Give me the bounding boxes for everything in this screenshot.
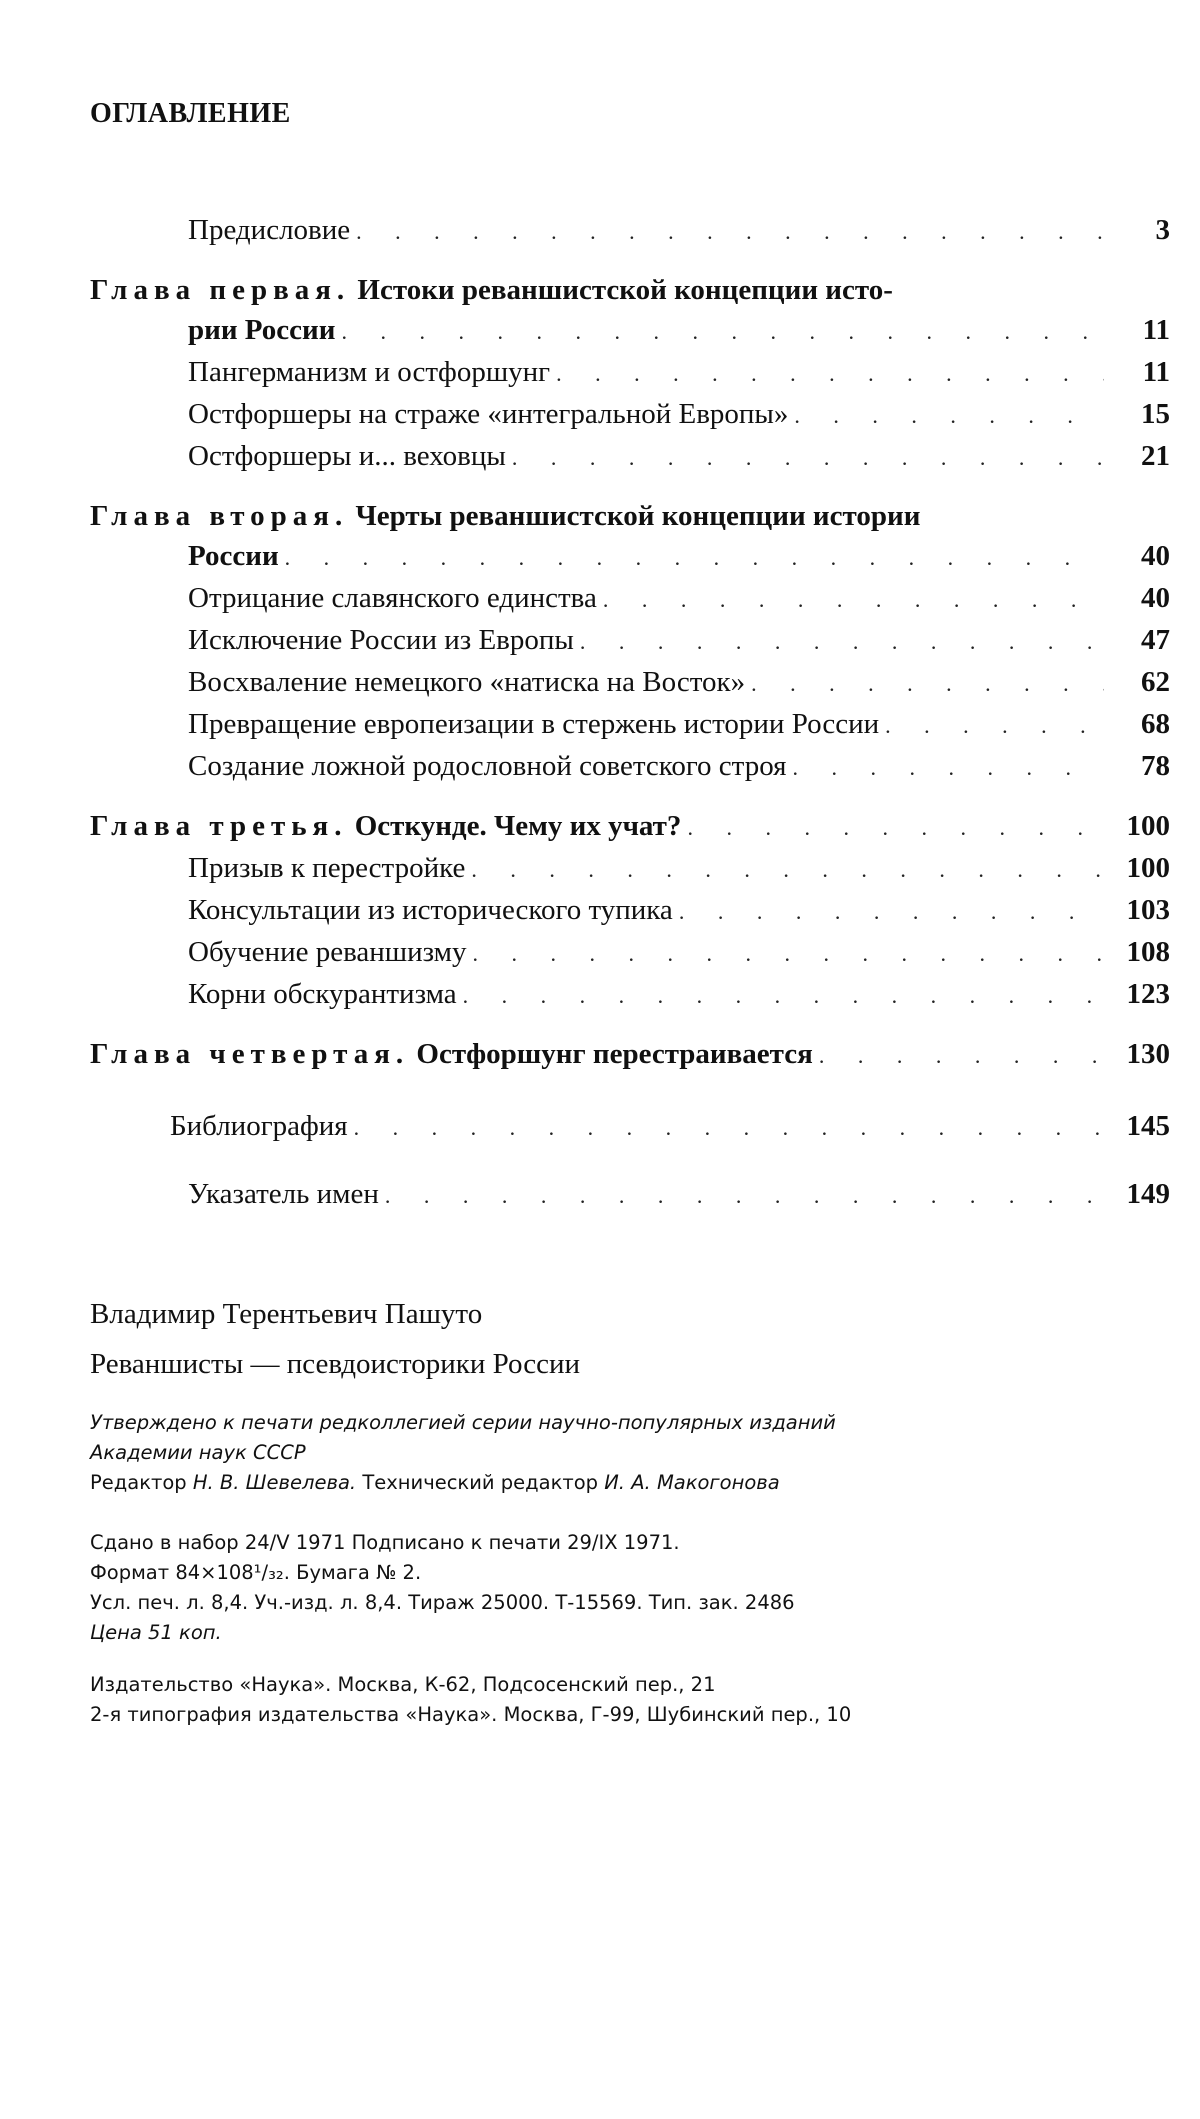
chapter-heading-text (90, 806, 681, 846)
toc-entry-label: Превращение европеизации в стержень истории России (188, 708, 880, 740)
toc-page-number: 15 (1141, 398, 1170, 430)
chapter-label: Глава вторая. (90, 500, 349, 532)
chapter-heading-continued[interactable] (90, 536, 1170, 578)
dot-leader (341, 312, 1104, 352)
dot-leader (356, 212, 1104, 252)
toc-entry-label: Консультации из исторического тупика (188, 894, 673, 926)
toc-page-number: 149 (1126, 1178, 1170, 1210)
editor-prefix: Редактор (90, 1471, 193, 1494)
toc-page-number: 11 (1142, 356, 1170, 388)
toc-entry-label: Библиография (170, 1110, 348, 1142)
toc-chapter-1 (90, 270, 1170, 478)
toc-section[interactable] (90, 578, 1170, 620)
toc-entry-preface[interactable] (90, 210, 1170, 252)
publisher-block (90, 1670, 1170, 1730)
dot-leader (512, 438, 1104, 478)
toc-entry-label: Восхваление немецкого «натиска на Восток» (188, 666, 746, 698)
approval-block (90, 1408, 1170, 1498)
toc-entry-label: Пангерманизм и остфоршунг (188, 356, 551, 388)
toc-page-number: 68 (1141, 708, 1170, 740)
toc-section[interactable] (90, 620, 1170, 662)
chapter-title-line: Истоки реваншистской концепции исто- (357, 274, 893, 306)
approved-line: Академии наук СССР (90, 1441, 306, 1464)
chapter-title-line: Черты реваншистской концепции истории (355, 500, 921, 532)
toc-section[interactable] (90, 974, 1170, 1016)
print-line: Сдано в набор 24/V 1971 Подписано к печати 29/IX 1971. (90, 1531, 680, 1554)
toc-section[interactable] (90, 352, 1170, 394)
toc-entry-label: Исключение России из Европы (188, 624, 574, 656)
editor-name: Н. В. Шевелева. (192, 1471, 357, 1494)
toc-section[interactable] (90, 746, 1170, 788)
dot-leader (354, 1108, 1104, 1148)
toc-entry-bibliography[interactable] (90, 1106, 1170, 1148)
toc-section[interactable] (90, 436, 1170, 478)
book-title: Реваншисты — псевдоисторики России (90, 1348, 581, 1380)
toc-page-number: 123 (1126, 978, 1170, 1010)
toc-entry-label: Обучение реваншизму (188, 936, 467, 968)
toc-page-number: 40 (1141, 540, 1170, 572)
toc-page-number: 108 (1126, 936, 1170, 968)
chapter-heading[interactable] (90, 806, 1170, 848)
chapter-label: Глава первая. (90, 274, 351, 306)
editors-line (90, 1468, 1170, 1498)
chapter-label: Глава третья. (90, 810, 348, 842)
chapter-heading[interactable] (90, 270, 1170, 310)
print-line: Формат 84×108¹/₃₂. Бумага № 2. (90, 1561, 422, 1584)
toc-bibliography-block (90, 1106, 1170, 1148)
dot-leader (679, 892, 1104, 932)
toc-chapter-4 (90, 1034, 1170, 1076)
chapter-heading-continued[interactable] (90, 310, 1170, 352)
toc-entry-label: Создание ложной родословной советского строя (188, 750, 787, 782)
chapter-title: Осткунде. Чему их учат? (354, 810, 682, 842)
toc-entry-label: Призыв к перестройке (188, 852, 466, 884)
toc-page-number: 100 (1126, 810, 1170, 842)
dot-leader (473, 934, 1104, 974)
chapter-heading-text (90, 1034, 813, 1074)
dot-leader (603, 580, 1104, 620)
chapter-title-line: России (188, 540, 279, 572)
dot-leader (463, 976, 1104, 1016)
toc-page-number: 21 (1141, 440, 1170, 472)
toc-section[interactable] (90, 932, 1170, 974)
dot-leader (793, 748, 1105, 788)
chapter-label: Глава четвертая. (90, 1038, 410, 1070)
dot-leader (885, 706, 1104, 746)
tech-editor-name: И. А. Макогонова (604, 1471, 780, 1494)
page-title: ОГЛАВЛЕНИЕ (90, 98, 291, 129)
dot-leader (580, 622, 1104, 662)
toc-page-number: 3 (1155, 214, 1170, 246)
toc-entry-label: Указатель имен (188, 1178, 379, 1210)
dot-leader (751, 664, 1104, 704)
toc-section[interactable] (90, 394, 1170, 436)
tech-editor-prefix: Технический редактор (356, 1471, 605, 1494)
toc-page-number: 62 (1141, 666, 1170, 698)
dot-leader (471, 850, 1104, 890)
toc-entry-label: Остфоршеры на страже «интегральной Европы» (188, 398, 789, 430)
toc-entry-index[interactable] (90, 1174, 1170, 1216)
chapter-title-line: рии России (188, 314, 336, 346)
print-line: Усл. печ. л. 8,4. Уч.-изд. л. 8,4. Тираж 25000. Т-15569. Тип. зак. 2486 (90, 1591, 795, 1614)
dot-leader (556, 354, 1104, 394)
toc-chapter-2 (90, 496, 1170, 788)
author-name: Владимир Терентьевич Пашуто (90, 1298, 483, 1330)
toc-page-number: 100 (1126, 852, 1170, 884)
dot-leader (285, 538, 1104, 578)
toc-page-number: 103 (1126, 894, 1170, 926)
table-of-contents (90, 210, 1170, 1216)
toc-page-number: 40 (1141, 582, 1170, 614)
approved-line: Утверждено к печати редколлегией серии научно-популярных изданий (90, 1411, 836, 1434)
toc-page-number: 11 (1142, 314, 1170, 346)
dot-leader (819, 1036, 1104, 1076)
chapter-title: Остфоршунг перестраивается (416, 1038, 813, 1070)
toc-page-number: 145 (1126, 1110, 1170, 1142)
toc-index-block (90, 1174, 1170, 1216)
toc-entry-label: Отрицание славянского единства (188, 582, 597, 614)
dot-leader (687, 808, 1104, 848)
publisher-line: 2-я типография издательства «Наука». Москва, Г-99, Шубинский пер., 10 (90, 1703, 852, 1726)
publisher-line: Издательство «Наука». Москва, К-62, Подсосенский пер., 21 (90, 1673, 716, 1696)
toc-section[interactable] (90, 848, 1170, 890)
toc-entry-label: Корни обскурантизма (188, 978, 457, 1010)
toc-page-number: 130 (1126, 1038, 1170, 1070)
toc-section[interactable] (90, 662, 1170, 704)
dot-leader (794, 396, 1104, 436)
chapter-heading[interactable] (90, 1034, 1170, 1076)
toc-entry-label: Остфоршеры и... веховцы (188, 440, 506, 472)
price: Цена 51 коп. (90, 1621, 222, 1644)
toc-page-number: 78 (1141, 750, 1170, 782)
dot-leader (385, 1176, 1104, 1216)
print-details-block (90, 1528, 1170, 1648)
imprint (90, 1292, 1170, 1730)
toc-chapter-3 (90, 806, 1170, 1016)
toc-entry-label: Предисловие (188, 214, 351, 246)
toc-section[interactable] (90, 890, 1170, 932)
toc-section[interactable] (90, 704, 1170, 746)
chapter-heading[interactable] (90, 496, 1170, 536)
toc-page-number: 47 (1141, 624, 1170, 656)
